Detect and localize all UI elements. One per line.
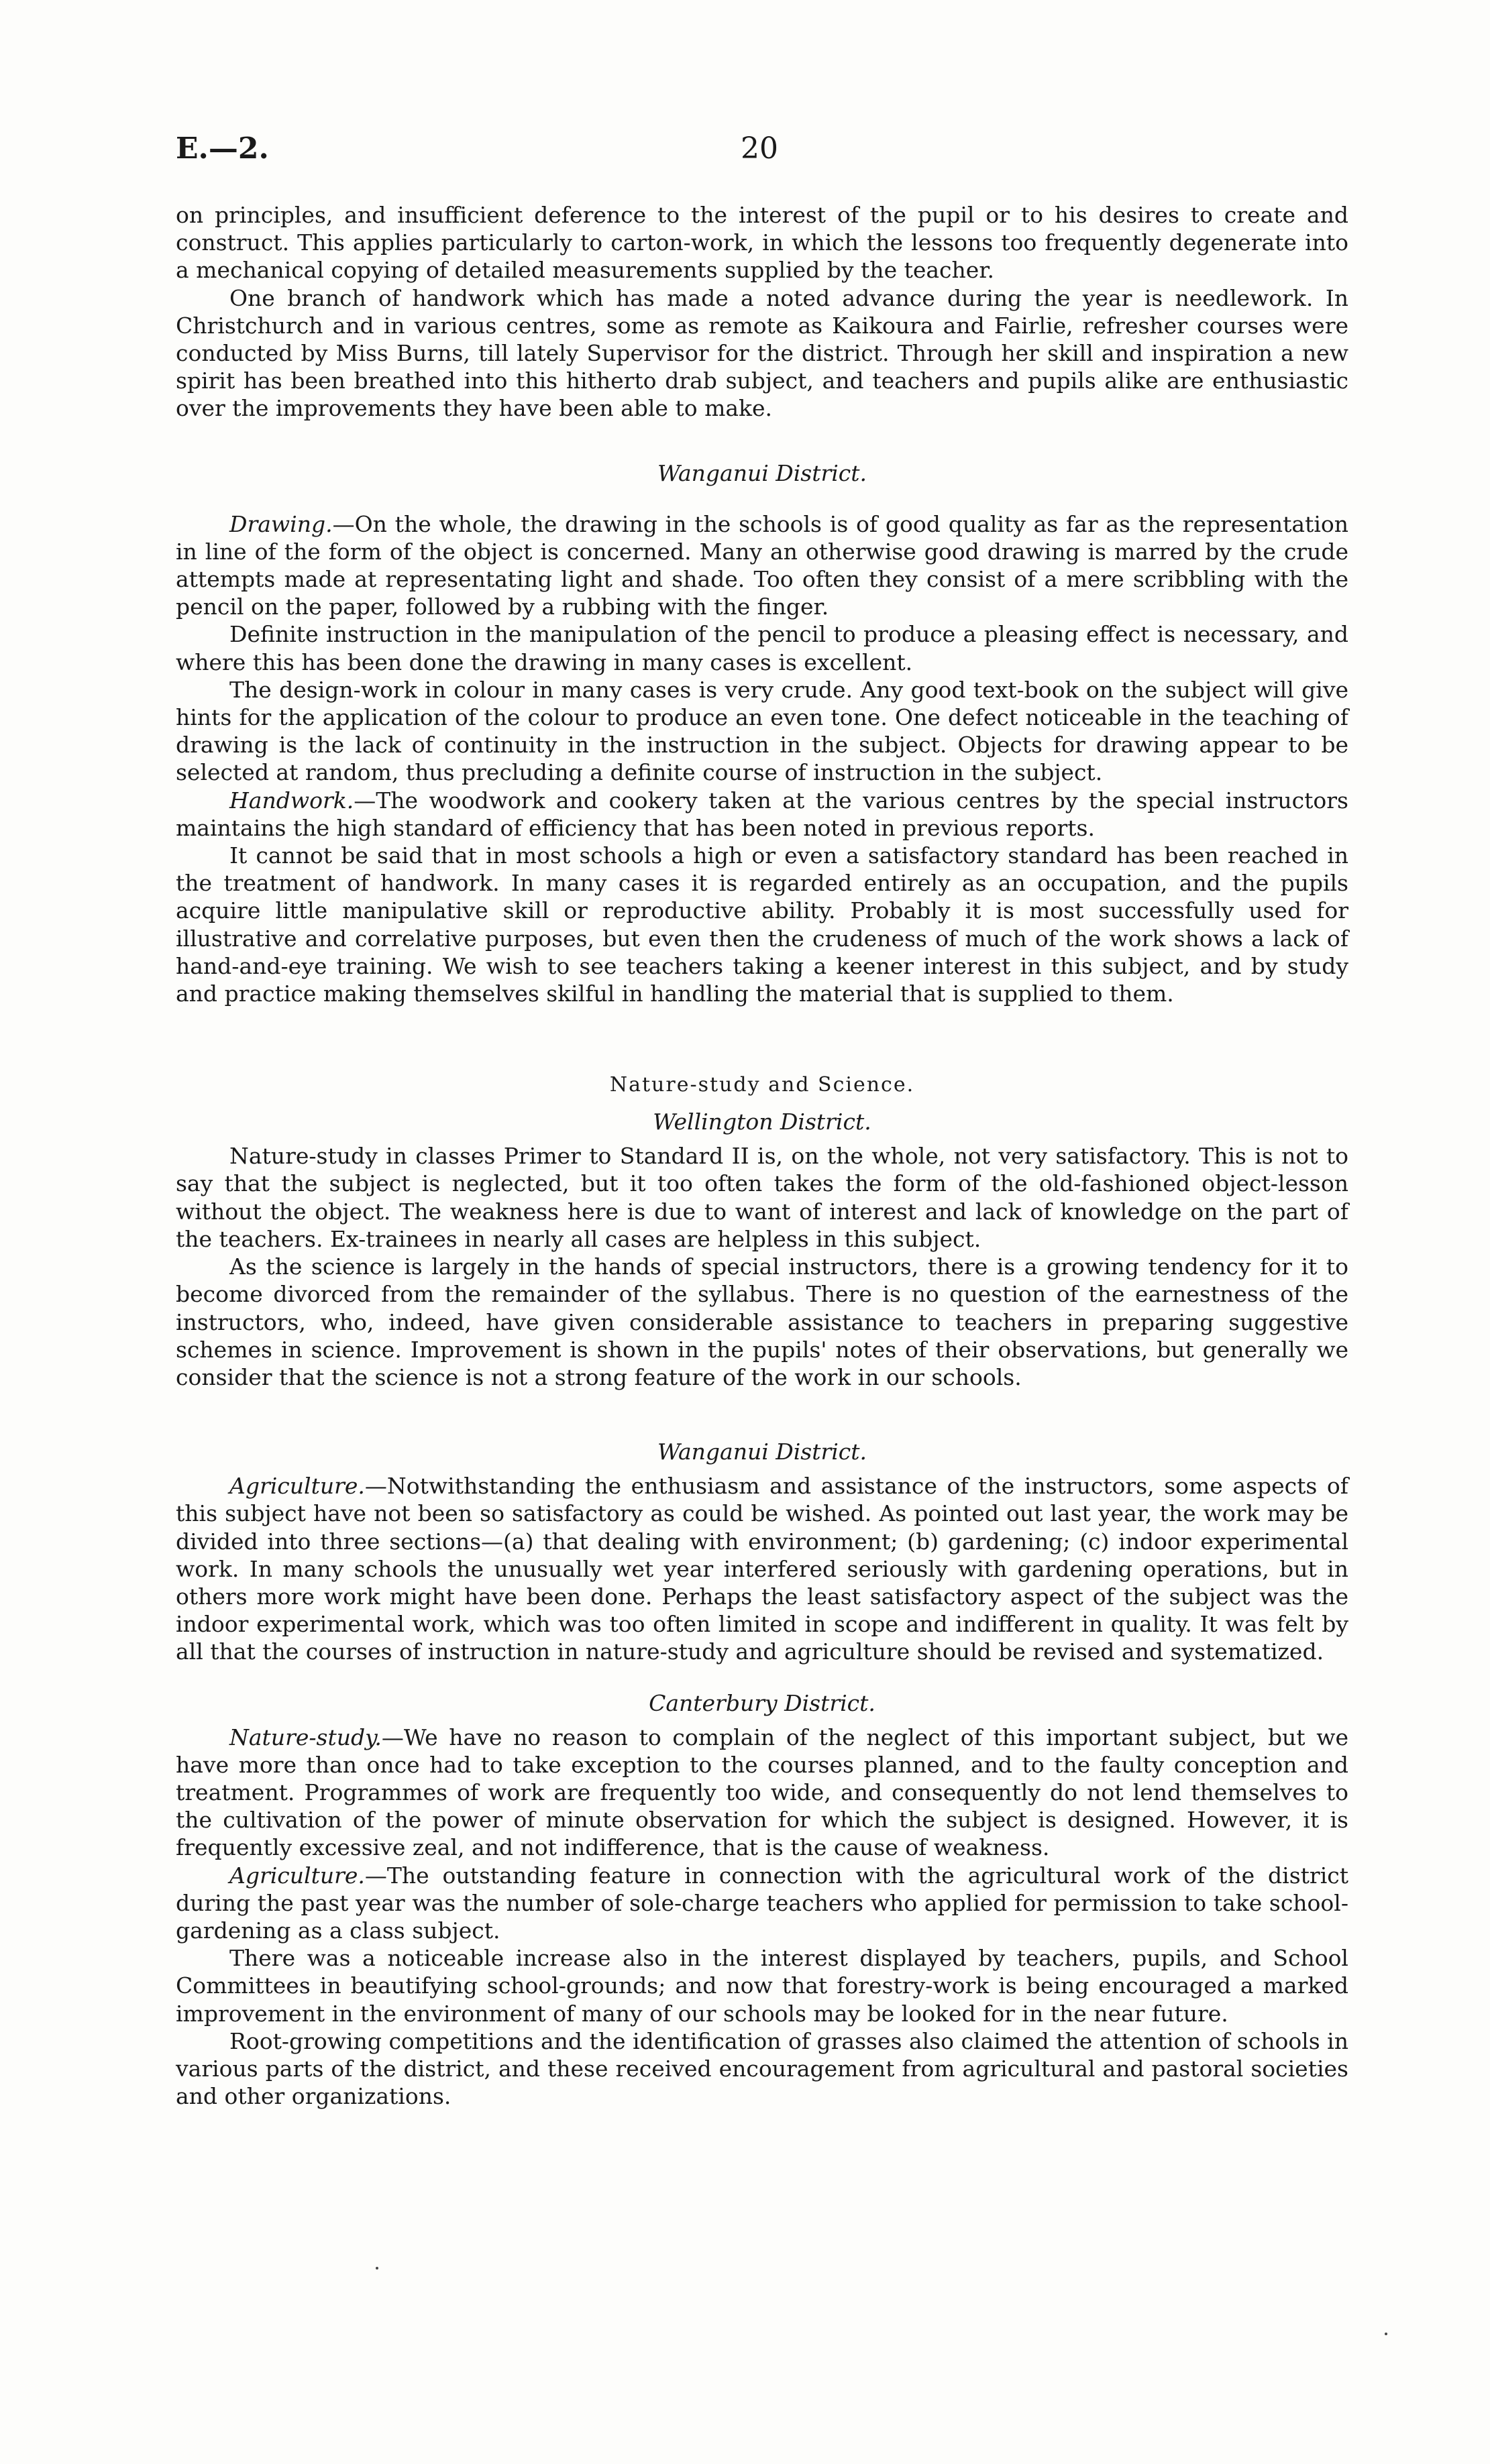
paragraph: Nature-study in classes Primer to Standard II is, on the whole, not very satisfactory. This is not to say that the subject is neglected, but it too often takes the form of the old-fashioned object-lesson without the object. The weakness here is due to want of interest and lack of knowledge on the part of the teachers. Ex-trainees in nearly all cases are helpless in this subject.: [176, 1143, 1348, 1252]
scan-speck: [1385, 2333, 1387, 2335]
scan-speck: [376, 2267, 378, 2270]
section-heading: Wellington District.: [653, 1109, 871, 1135]
paragraph: Agriculture.—The outstanding feature in connection with the agricultural work of the district during the past year was the number of sole-charge teachers who applied for permission to take school-gardening as a class subject.: [176, 1862, 1348, 1944]
paragraph: Nature-study.—We have no reason to complain of the neglect of this important subject, but we have more than once had to take exception to the courses planned, and to the faulty conception and treatment. Programmes of work are frequently too wide, and consequently do not lend themselves to the cultivation of the power of minute observation for which the subject is designed. However, it is frequently excessive zeal, and not indifference, that is the cause of weakness.: [176, 1724, 1348, 1861]
paragraph: As the science is largely in the hands of special instructors, there is a growing tendency for it to become divorced from the remainder of the syllabus. There is no question of the earnestness of the instructors, who, indeed, have given considerable assistance to teachers in preparing suggestive schemes in science. Improvement is shown in the pupils' notes of their observations, but generally we consider that the science is not a strong feature of the work in our schools.: [176, 1253, 1348, 1390]
paragraph: There was a noticeable increase also in the interest displayed by teachers, pupils, and School Committees in beautifying school-grounds; and now that forestry-work is being encouraged a marked improvement in the environment of many of our schools may be looked for in the near future.: [176, 1945, 1348, 2027]
paragraph: Root-growing competitions and the identification of grasses also claimed the attention of schools in various parts of the district, and these received encouragement from agricultural and pastoral societies and other organizations.: [176, 2027, 1348, 2110]
section-heading: Canterbury District.: [649, 1689, 875, 1716]
paragraph-lead: Nature-study.: [229, 1724, 382, 1750]
page-number: 20: [741, 131, 778, 166]
section-title: Nature-study and Science.: [609, 1073, 915, 1097]
paragraph: It cannot be said that in most schools a high or even a satisfactory standard has been reached in the treatment of handwork. In many cases it is regarded entirely as an occupation, and the pupils acquire little manipulative skill or reproductive ability. Probably it is most successfully used for illustrative and correlative purposes, but even then the crudeness of much of the work shows a lack of hand-and-eye training. We wish to see teachers taking a keener interest in this subject, and by study and practice making themselves skilful in handling the material that is supplied to them.: [176, 842, 1348, 1007]
paragraph: Definite instruction in the manipulation of the pencil to produce a pleasing effect is necessary, and where this has been done the drawing in many cases is excellent.: [176, 621, 1348, 675]
paragraph: on principles, and insufficient deference to the interest of the pupil or to his desires to create and construct. This applies particularly to carton-work, in which the lessons too frequently degenerate into a mechanical copying of detailed measurements supplied by the teacher.: [176, 202, 1348, 284]
paragraph-lead: Agriculture.: [229, 1862, 365, 1889]
page-header: [176, 131, 1350, 178]
paragraph: Handwork.—The woodwork and cookery taken at the various centres by the special instructors maintains the high standard of efficiency that has been noted in previous reports.: [176, 787, 1348, 841]
section-heading: Wanganui District.: [657, 1439, 867, 1465]
paragraph: The design-work in colour in many cases is very crude. Any good text-book on the subject will give hints for the application of the colour to produce an even tone. One defect noticeable in the teaching of drawing is the lack of continuity in the instruction in the subject. Objects for drawing appear to be selected at random, thus precluding a definite course of instruction in the subject.: [176, 676, 1348, 786]
body-text: [176, 201, 1348, 2110]
paragraph-lead: Handwork.: [229, 787, 354, 814]
document-reference: E.—2.: [176, 131, 269, 166]
paragraph: Agriculture.—Notwithstanding the enthusiasm and assistance of the instructors, some aspects of this subject have not been so satisfactory as could be wished. As pointed out last year, the work may be divided into three sections—(a) that dealing with environment; (b) gardening; (c) indoor experimental work. In many schools the unusually wet year interfered seriously with gardening operations, but in others more work might have been done. Perhaps the least satisfactory aspect of the subject was the indoor experimental work, which was too often limited in scope and indifferent in quality. It was felt by all that the courses of instruction in nature-study and agriculture should be revised and systematized.: [176, 1473, 1348, 1665]
paragraph: One branch of handwork which has made a noted advance during the year is needlework. In Christchurch and in various centres, some as remote as Kaikoura and Fairlie, refresher courses were conducted by Miss Burns, till lately Supervisor for the district. Through her skill and inspiration a new spirit has been breathed into this hitherto drab subject, and teachers and pupils alike are enthusiastic over the improvements they have been able to make.: [176, 284, 1348, 422]
section-heading: Wanganui District.: [657, 459, 867, 486]
paragraph-lead: Agriculture.: [229, 1473, 365, 1500]
paragraph-lead: Drawing.: [229, 510, 333, 537]
paragraph: Drawing.—On the whole, the drawing in the schools is of good quality as far as the representation in line of the form of the object is concerned. Many an otherwise good drawing is marred by the crude attempts made at representating light and shade. Too often they consist of a mere scribbling with the pencil on the paper, followed by a rubbing with the finger.: [176, 510, 1348, 620]
